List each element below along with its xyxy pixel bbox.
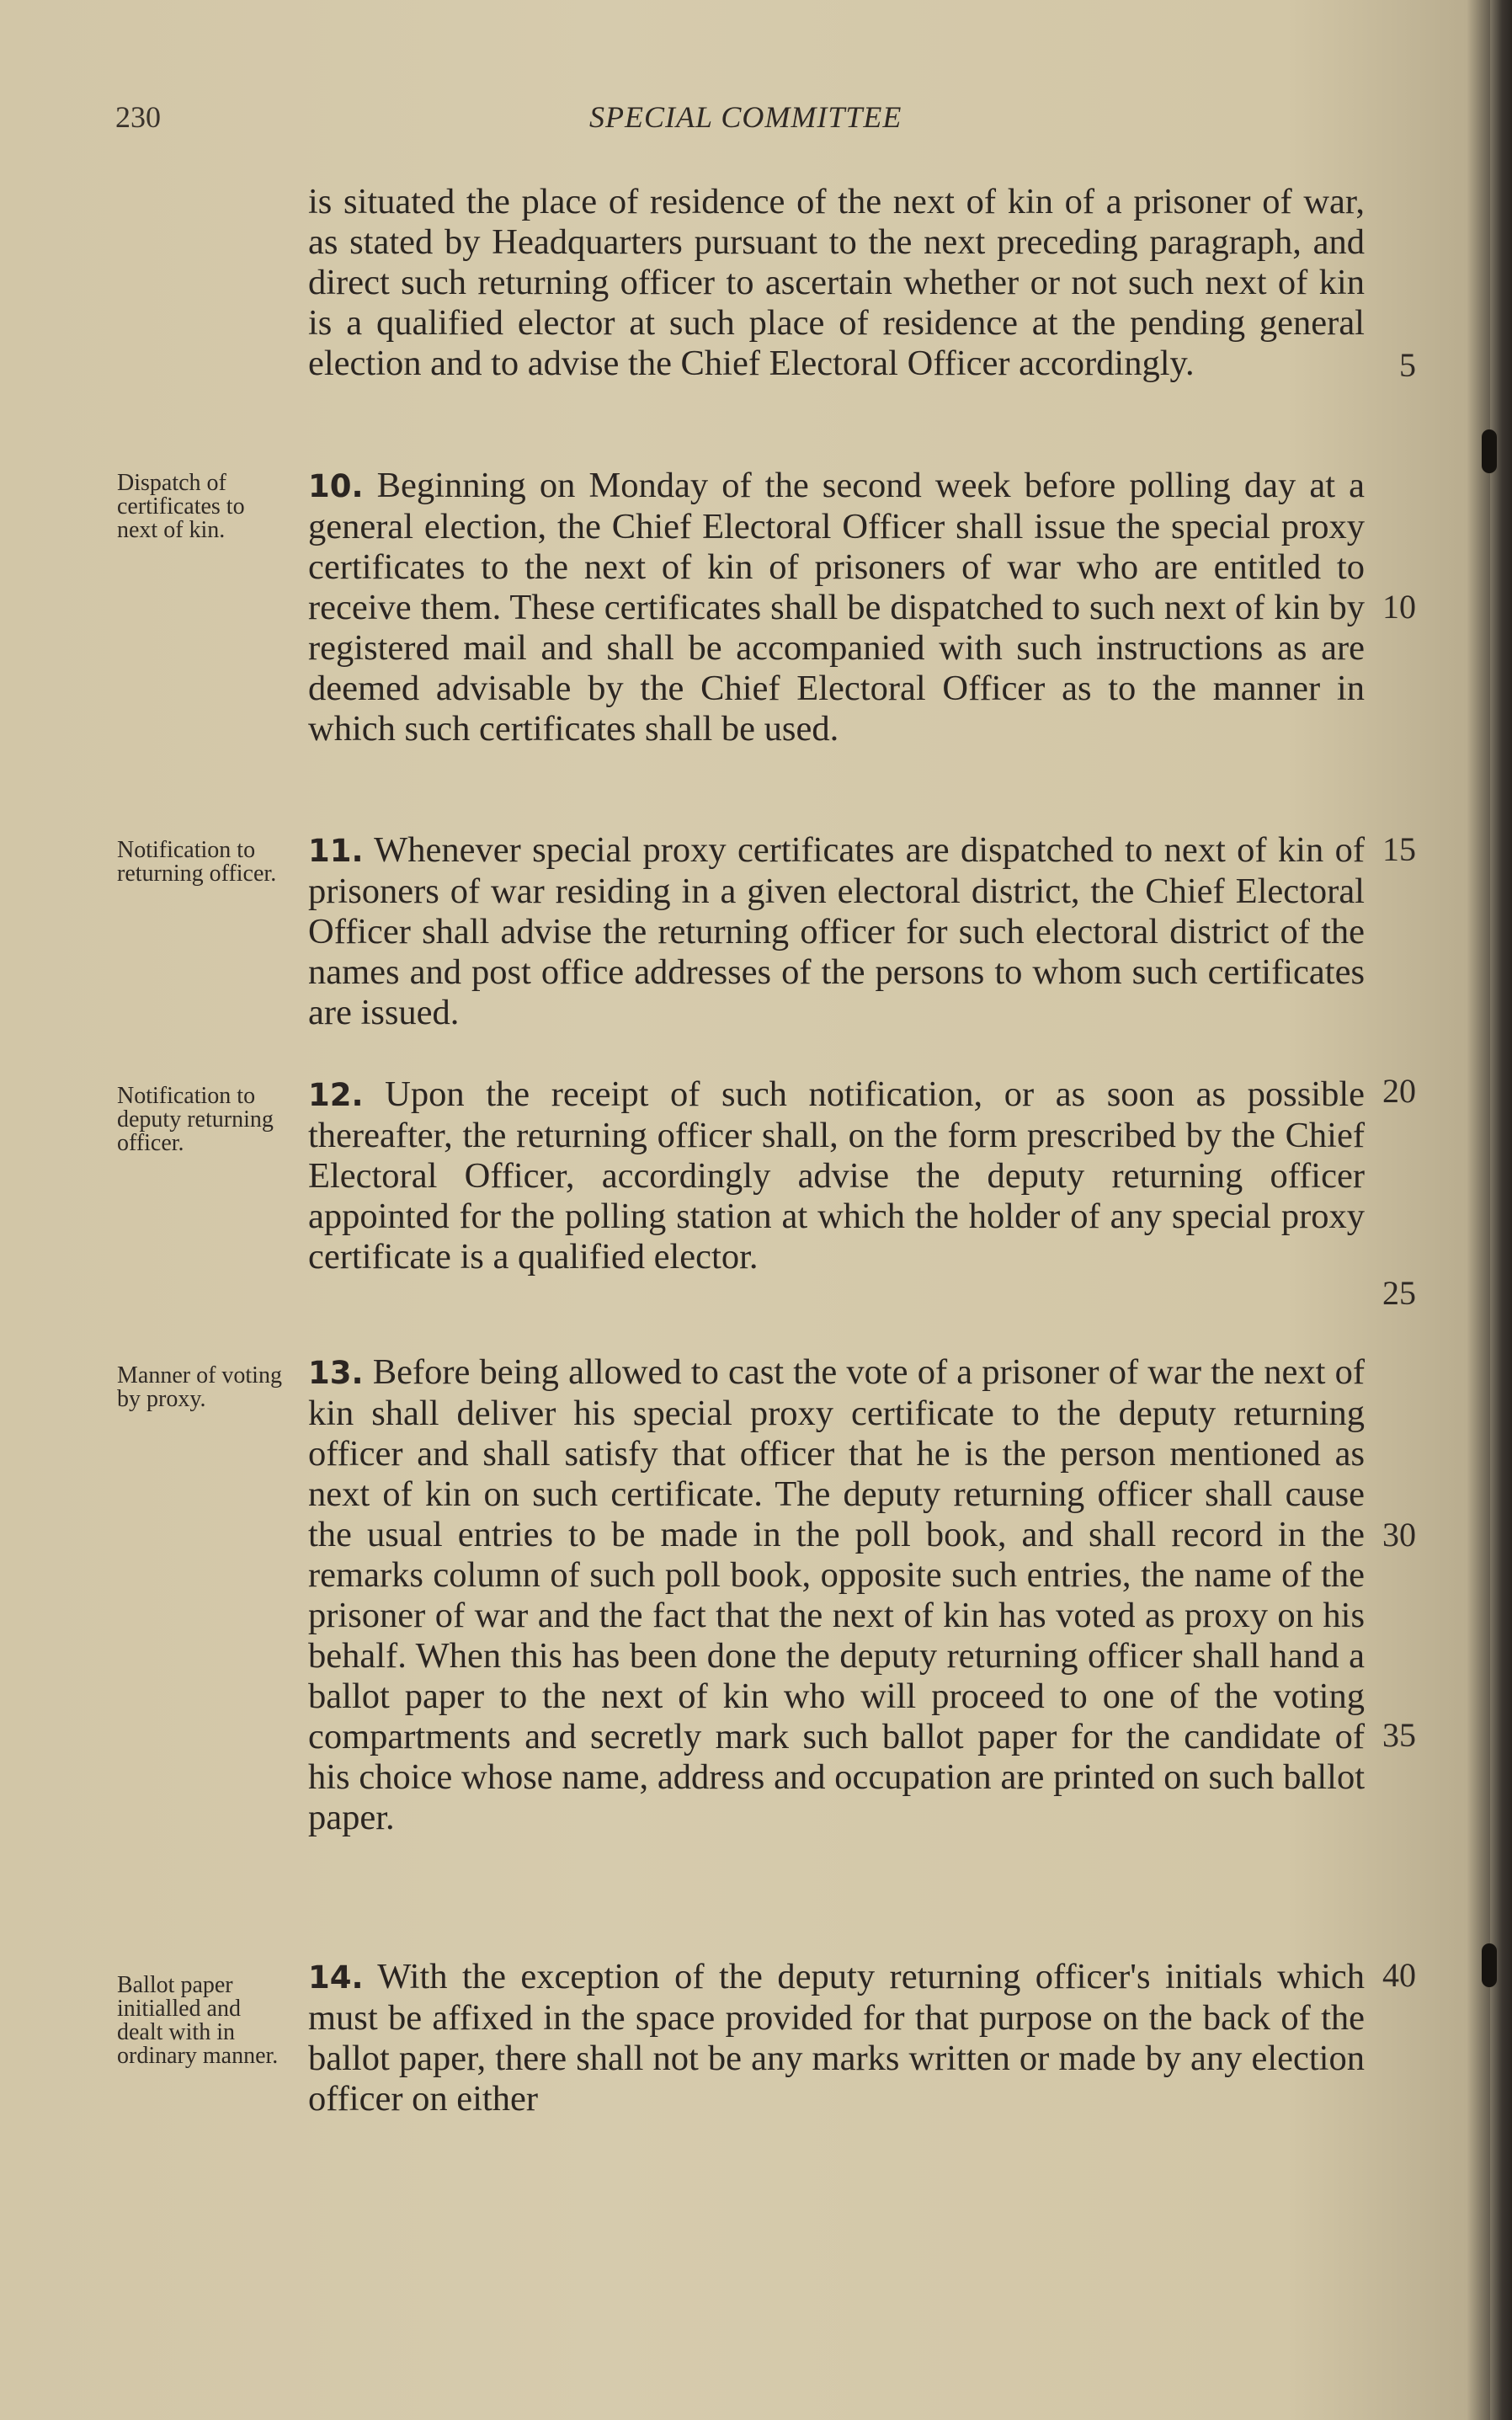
section-text: With the exception of the deputy returning officer's initials which must be affixed in the space provided for that purpose on the back of the ballot paper, there shall not be any marks written or made by any election officer on either [308, 1957, 1365, 2119]
section-number: 10. [308, 468, 364, 504]
line-number: 10 [1382, 588, 1416, 626]
margin-note-section-13: Manner of voting by proxy. [117, 1362, 282, 1412]
margin-note-section-11: Notification to returning officer. [117, 837, 277, 887]
binding-clip-mark [1482, 1943, 1497, 1987]
line-number: 5 [1399, 346, 1416, 384]
margin-note-section-12: Notification to deputy returning officer. [117, 1083, 274, 1156]
section-number: 12. [308, 1077, 364, 1113]
section-12 [308, 1074, 1365, 1277]
margin-note-section-10: Dispatch of certificates to next of kin. [117, 470, 245, 543]
section-13 [308, 1352, 1365, 1838]
section-number: 11. [308, 833, 364, 869]
section-10 [308, 466, 1365, 749]
page-header [0, 99, 1512, 141]
line-number: 40 [1382, 1956, 1416, 1994]
section-text: Whenever special proxy certificates are dispatched to next of kin of prisoners of war residing in a given electoral district, the Chief Electoral Officer shall advise the returning officer for such electoral district of the names and post office addresses of the persons to whom such certificates are issued. [308, 830, 1365, 1032]
continuation-paragraph: is situated the place of residence of the next of kin of a prisoner of war, as stated by Headquarters pursuant to the next preceding paragraph, and direct such returning officer to ascertain whether or not such next of kin is a qualified elector at such place of residence at the pending general election and to advise the Chief Electoral Officer accordingly. [308, 182, 1365, 383]
section-14 [308, 1957, 1365, 2119]
section-text: Before being allowed to cast the vote of a prisoner of war the next of kin shall deliver his special proxy certificate to the deputy returning officer and shall satisfy that officer that he is the person mentioned as next of kin on such certificate. The deputy returning officer shall cause the usual entries to be made in the poll book, and shall record in the remarks column of such poll book, opposite such entries, the name of the prisoner of war and the fact that the next of kin has voted as proxy on his behalf. When this has been done the deputy returning officer shall hand a ballot paper to the next of kin who will proceed to one of the voting compartments and secretly mark such ballot paper for the candidate of his choice whose name, address and occupation are printed on such ballot paper. [308, 1352, 1366, 1837]
section-number: 14. [308, 1959, 364, 1996]
page-number: 230 [115, 100, 161, 134]
line-number: 20 [1382, 1072, 1416, 1110]
line-number: 15 [1382, 830, 1416, 868]
book-binding-edge [1490, 0, 1512, 2420]
binding-clip-mark [1482, 429, 1497, 473]
line-number: 25 [1382, 1274, 1416, 1312]
line-number: 30 [1382, 1516, 1416, 1554]
running-title: SPECIAL COMMITTEE [589, 100, 902, 134]
section-number: 13. [308, 1355, 364, 1391]
section-text: Upon the receipt of such notification, or as soon as possible thereafter, the returning officer shall, on the form prescribed by the Chief Electoral Officer, accordingly advise the deputy returning officer appointed for the polling station at which the holder of any special proxy certificate is a qualified elector. [308, 1074, 1365, 1277]
margin-note-section-14: Ballot paper initialled and dealt with in ordinary manner. [117, 1972, 279, 2069]
section-11 [308, 830, 1365, 1033]
section-text: Beginning on Monday of the second week before polling day at a general election, the Chief Electoral Officer shall issue the special proxy certificates to the next of kin of prisoners of war who are entitled to receive them. These certificates shall be dispatched to such next of kin by registered mail and shall be accompanied with such instructions as are deemed advisable by the Chief Electoral Officer as to the manner in which such certificates shall be used. [308, 466, 1366, 749]
line-number: 35 [1382, 1716, 1416, 1754]
